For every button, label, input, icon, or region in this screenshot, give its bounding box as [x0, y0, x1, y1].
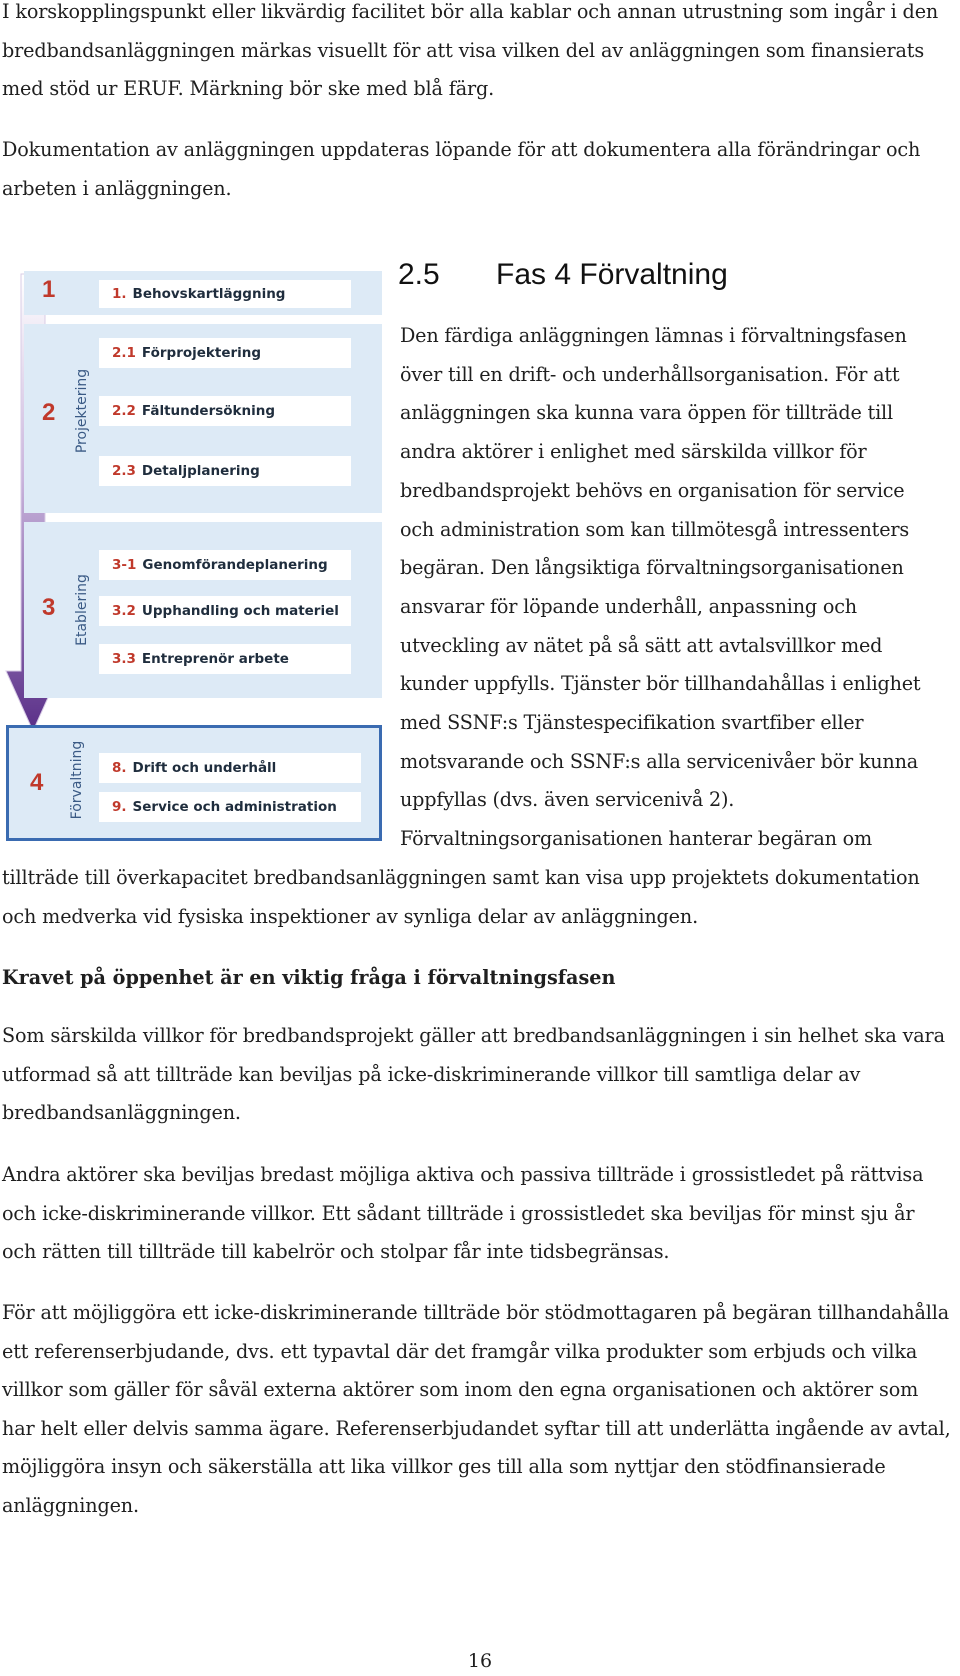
page-number: 16	[467, 1650, 493, 1672]
step-behovskartlaggning: 1. Behovskartläggning	[99, 280, 351, 308]
step-upphandling: 3.2 Upphandling och materiel	[99, 596, 351, 626]
step-detaljplanering: 2.3 Detaljplanering	[99, 456, 351, 486]
process-phase-diagram	[4, 266, 382, 841]
phase-4-panel	[6, 725, 382, 841]
step-entreprenor-arbete: 3.3 Entreprenör arbete	[99, 644, 351, 674]
openness-paragraph-1: Som särskilda villkor för bredbandsprojekt gäller att bredbandsanläggningen i sin helhet ska vara utformad så att tillträde kan beviljas på icke-diskriminerande villkor till samtliga delar av bredbandsanläggningen.	[2, 1024, 945, 1124]
phase-1-number: 1	[42, 276, 56, 303]
step-genomforandeplanering: 3-1 Genomförandeplanering	[99, 550, 351, 580]
section-wrapped-text: Den färdiga anläggningen lämnas i förvaltningsfasen över till en drift- och underhållsorganisation. För att anläggningen ska kunna vara öppen för tillträde till andra aktörer i enlighet med särskilda villkor för bredbandsprojekt behövs en organisation för service och administration som kan tillmötesgå intressenters begäran. Den långsiktiga förvaltningsorganisationen ansvarar för löpande underhåll, anpassning och utveckling av nätet på så sätt att avtalsvillkor med kunder uppfylls. Tjänster bör tillhandahållas i enlighet med SSNF:s Tjänstespecifikation svartfiber eller motsvarande och SSNF:s alla servicenivåer bör kunna uppfyllas (dvs. även servicenivå 2). Förvaltningsorganisationen hanterar begäran om	[400, 324, 921, 851]
phase-3-label: Etablering	[74, 574, 90, 646]
phase-3-number: 3	[42, 594, 56, 621]
phase-2-number: 2	[42, 399, 56, 426]
section-number: 2.5	[398, 258, 440, 291]
step-forprojektering: 2.1 Förprojektering	[99, 338, 351, 368]
phase-4-label: Förvaltning	[69, 740, 85, 820]
section-continuation-text: tillträde till överkapacitet bredbandsanläggningen samt kan visa upp projektets dokumentation och medverka vid fysiska inspektioner av synliga delar av anläggningen.	[2, 866, 920, 928]
step-service-och-administration: 9. Service och administration	[99, 792, 361, 822]
step-faltundersokning: 2.2 Fältundersökning	[99, 396, 351, 426]
openness-heading: Kravet på öppenhet är en viktig fråga i förvaltningsfasen	[2, 966, 616, 989]
openness-paragraph-3: För att möjliggöra ett icke-diskriminerande tillträde bör stödmottagaren på begäran tillhandahålla ett referenserbjudande, dvs. ett typavtal där det framgår vilka produkter som erbjuds och vilka villkor som gäller för såväl externa aktörer som inom den egna organisationen och aktörer som har helt eller delvis samma ägare. Referenserbjudandet syftar till att underlätta ingående av avtal, möjliggöra insyn och säkerställa att lika villkor ges till alla som nyttjar den stödfinansierade anläggningen.	[2, 1301, 951, 1517]
intro-paragraph-1: I korskopplingspunkt eller likvärdig facilitet bör alla kablar och annan utrustning som ingår i den bredbandsanläggningen märkas visuellt för att visa vilken del av anläggningen som finansierats med stöd ur ERUF. Märkning bör ske med blå färg.	[2, 0, 939, 100]
intro-paragraph-2: Dokumentation av anläggningen uppdateras löpande för att dokumentera alla förändringar och arbeten i anläggningen.	[2, 138, 921, 200]
step-drift-och-underhall: 8. Drift och underhåll	[99, 753, 361, 783]
section-title: Fas 4 Förvaltning	[496, 258, 728, 291]
openness-paragraph-2: Andra aktörer ska beviljas bredast möjliga aktiva och passiva tillträde i grossistledet på rättvisa och icke-diskriminerande villkor. Ett sådant tillträde i grossistledet ska beviljas för minst sju år och rätten till tillträde till kabelrör och stolpar får inte tidsbegränsas.	[2, 1163, 924, 1263]
phase-4-number: 4	[30, 769, 44, 796]
phase-2-label: Projektering	[74, 368, 90, 454]
